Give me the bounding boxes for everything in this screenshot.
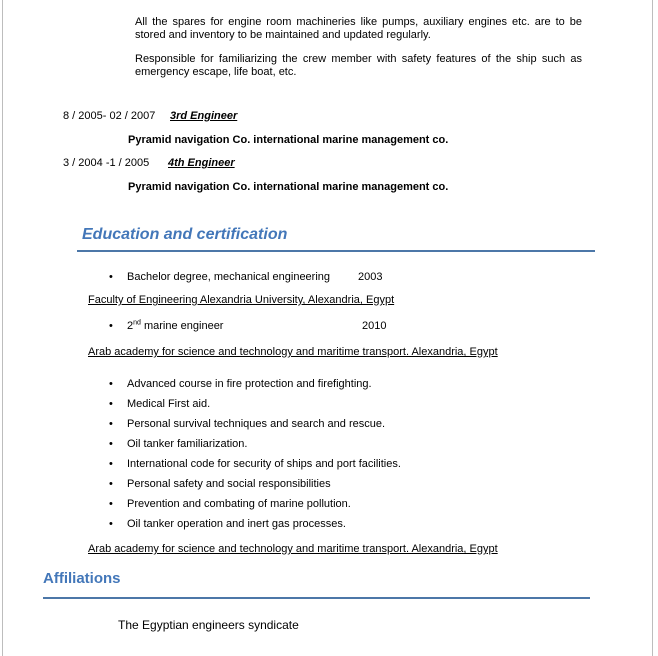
course-text: Personal safety and social responsibilities [127, 478, 331, 490]
job-company: Pyramid navigation Co. international marine management co. [128, 134, 449, 146]
bullet-icon: • [109, 398, 113, 410]
ordinal-superscript: nd [133, 319, 141, 327]
degree-row [109, 320, 223, 333]
course-text: Oil tanker operation and inert gas processes. [127, 518, 346, 530]
course-text: Advanced course in fire protection and firefighting. [127, 378, 372, 390]
bullet-icon: • [109, 498, 113, 510]
job-company: Pyramid navigation Co. international marine management co. [128, 181, 449, 193]
courses-institution: Arab academy for science and technology and maritime transport. Alexandria, Egypt [88, 543, 498, 555]
bullet-icon: • [109, 438, 113, 450]
duty-paragraph: Responsible for familiarizing the crew member with safety features of the ship such as emergency escape, life boat, etc. [135, 53, 582, 78]
section-heading-education: Education and certification [82, 226, 288, 243]
page-right-border [652, 0, 653, 656]
bullet-icon: • [109, 271, 113, 283]
bullet-icon: • [109, 478, 113, 490]
degree-institution: Faculty of Engineering Alexandria University, Alexandria, Egypt [88, 294, 395, 306]
bullet-icon: • [109, 458, 113, 470]
course-item [109, 478, 331, 491]
job-title: 3rd Engineer [170, 110, 238, 122]
job-dates: 8 / 2005- 02 / 2007 [63, 110, 156, 122]
course-item [109, 498, 351, 511]
job-dates: 3 / 2004 -1 / 2005 [63, 157, 150, 169]
course-item [109, 378, 372, 391]
affiliation-item: The Egyptian engineers syndicate [118, 618, 299, 632]
degree-name: 2nd marine engineer [127, 319, 224, 332]
section-rule-education [77, 250, 595, 252]
bullet-icon: • [109, 378, 113, 390]
degree-institution: Arab academy for science and technology and maritime transport. Alexandria, Egypt [88, 346, 498, 358]
course-text: Prevention and combating of marine pollution. [127, 498, 351, 510]
course-text: Oil tanker familiarization. [127, 438, 248, 450]
section-rule-affiliations [43, 597, 590, 599]
course-text: International code for security of ships and port facilities. [127, 458, 401, 470]
bullet-icon: • [109, 320, 113, 332]
degree-year: 2003 [358, 271, 383, 283]
degree-row [109, 271, 330, 284]
section-heading-affiliations: Affiliations [43, 570, 121, 587]
bullet-icon: • [109, 518, 113, 530]
course-item [109, 458, 401, 471]
course-text: Personal survival techniques and search and rescue. [127, 418, 386, 430]
course-item [109, 438, 247, 451]
duty-paragraph: All the spares for engine room machineries like pumps, auxiliary engines etc. are to be stored and inventory to be maintained and updated regularly. [135, 16, 582, 41]
course-text: Medical First aid. [127, 398, 211, 410]
course-item [109, 398, 210, 411]
degree-year: 2010 [362, 320, 387, 332]
course-item [109, 418, 385, 431]
course-item [109, 518, 346, 531]
bullet-icon: • [109, 418, 113, 430]
job-title: 4th Engineer [168, 157, 235, 169]
degree-name: Bachelor degree, mechanical engineering [127, 271, 331, 283]
page-left-border [2, 0, 3, 656]
